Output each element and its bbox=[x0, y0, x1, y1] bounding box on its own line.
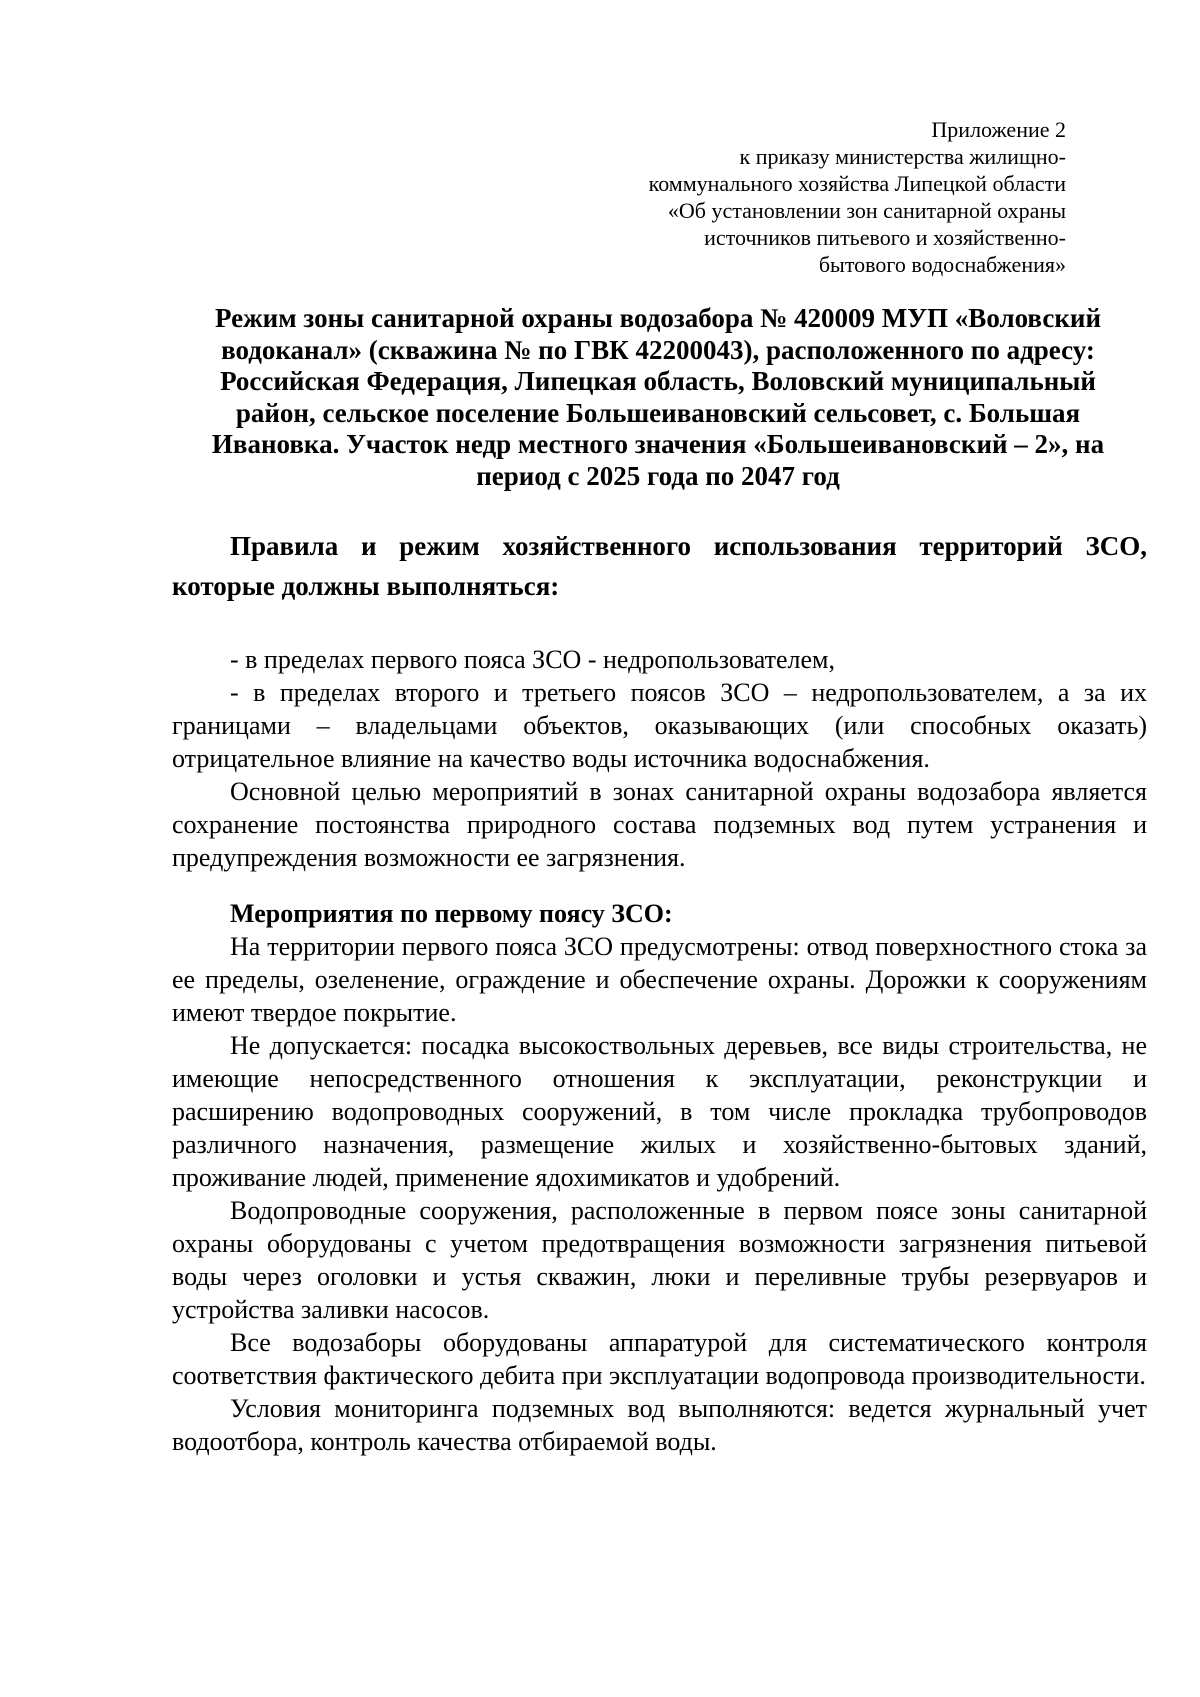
first-zone-paragraph: Все водозаборы оборудованы аппаратурой для систематического контроля соответствия фактического дебита при эксплуатации водопровода производительности. bbox=[172, 1328, 1147, 1390]
title-line: водоканал» (скважина № по ГВК 42200043), расположенного по адресу: bbox=[221, 334, 1095, 365]
first-zone-paragraph: Условия мониторинга подземных вод выполняются: ведется журнальный учет водоотбора, контроль качества отбираемой воды. bbox=[172, 1394, 1147, 1456]
appendix-line: «Об установлении зон санитарной охраны bbox=[667, 198, 1066, 223]
rules-heading: Правила и режим хозяйственного использования территорий ЗСО, которые должны выполняться: bbox=[172, 531, 1147, 601]
appendix-line: Приложение 2 bbox=[931, 117, 1066, 142]
document-title bbox=[174, 303, 1142, 492]
first-zone-section bbox=[172, 897, 1147, 1458]
rules-paragraph: Основной целью мероприятий в зонах санитарной охраны водозабора является сохранение постоянства природного состава подземных вод путем устранения и предупреждения возможности ее загрязнения. bbox=[172, 777, 1147, 872]
first-zone-paragraph: Водопроводные сооружения, расположенные в первом поясе зоны санитарной охраны оборудованы с учетом предотвращения возможности загрязнения питьевой воды через оголовки и устья скважин, люки и переливные трубы резервуаров и устройства заливки насосов. bbox=[172, 1196, 1147, 1324]
rules-paragraph: - в пределах второго и третьего поясов ЗСО – недропользователем, а за их границами – владельцами объектов, оказывающих (или способных оказать) отрицательное влияние на качество воды источника водоснабжения. bbox=[172, 678, 1147, 773]
title-line: период с 2025 года по 2047 год bbox=[476, 460, 840, 491]
first-zone-paragraph: На территории первого пояса ЗСО предусмотрены: отвод поверхностного стока за ее пределы, озеленение, ограждение и обеспечение охраны. Дорожки к сооружениям имеют твердое покрытие. bbox=[172, 932, 1147, 1027]
appendix-line: источников питьевого и хозяйственно- bbox=[704, 225, 1066, 250]
appendix-line: коммунального хозяйства Липецкой области bbox=[648, 171, 1066, 196]
rules-section bbox=[172, 643, 1147, 874]
title-line: Режим зоны санитарной охраны водозабора № 420009 МУП «Воловский bbox=[214, 303, 1102, 333]
rules-paragraph: - в пределах первого пояса ЗСО - недропользователем, bbox=[230, 645, 836, 674]
first-zone-paragraph: Не допускается: посадка высокоствольных деревьев, все виды строительства, не имеющие непосредственного отношения к эксплуатации, реконструкции и расширению водопроводных сооружений, в том числе прокладка трубопроводов различного назначения, размещение жилых и хозяйственно-бытовых зданий, проживание людей, применение ядохимикатов и удобрений. bbox=[172, 1031, 1147, 1192]
appendix-line: бытового водоснабжения» bbox=[818, 252, 1066, 277]
title-line: Российская Федерация, Липецкая область, Воловский муниципальный bbox=[220, 366, 1096, 396]
appendix-header bbox=[506, 116, 1066, 278]
title-line: район, сельское поселение Большеивановский сельсовет, с. Большая bbox=[235, 397, 1081, 428]
first-zone-heading: Мероприятия по первому поясу ЗСО: bbox=[230, 899, 673, 928]
appendix-line: к приказу министерства жилищно- bbox=[739, 144, 1066, 169]
title-line: Ивановка. Участок недр местного значения «Большеивановский – 2», на bbox=[211, 429, 1105, 459]
